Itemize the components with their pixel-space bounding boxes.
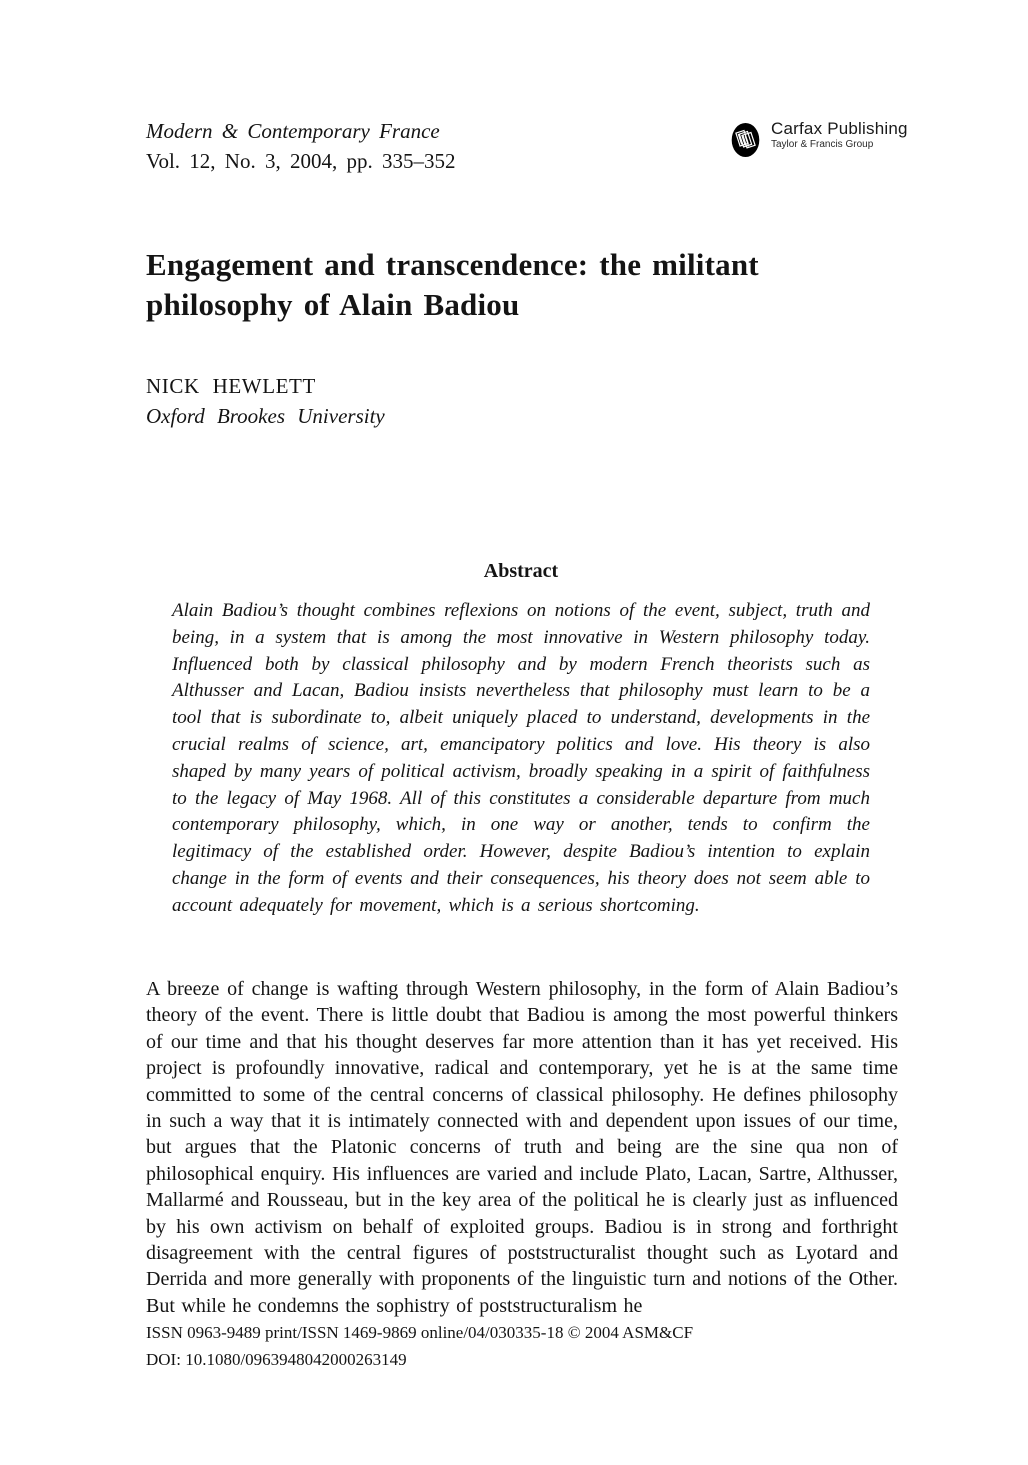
journal-title: Modern & Contemporary France	[146, 119, 440, 143]
abstract-text: Alain Badiou’s thought combines reflexions on notions of the event, subject, truth and being, in a system that is among the most innovative in Western philosophy today. Influenced both by classical philosophy and by modern French theorists such as Althusser and Lacan, Badiou insists nevertheless that philosophy must learn to be a tool that is subordinate to, albeit uniquely placed to understand, developments in the crucial realms of science, art, emancipatory politics and love. His theory is also shaped by many years of political activism, broadly speaking in a spirit of faithfulness to the legacy of May 1968. All of this constitutes a considerable departure from much contemporary philosophy, which, in one way or another, tends to confirm the legitimacy of the established order. However, despite Badiou’s intention to explain change in the form of events and their consequences, his theory does not seem able to account adequately for movement, which is a serious shortcoming.	[172, 600, 870, 916]
author-name: NICK HEWLETT	[146, 374, 316, 398]
carfax-fanned-pages-icon	[731, 122, 760, 165]
publisher-text	[771, 119, 908, 151]
issn-line: ISSN 0963-9489 print/ISSN 1469-9869 online/04/030335-18 © 2004 ASM&CF	[146, 1323, 694, 1342]
journal-volume-line: Vol. 12, No. 3, 2004, pp. 335–352	[146, 149, 456, 173]
masthead	[146, 116, 706, 176]
abstract-heading: Abstract	[483, 560, 559, 582]
publisher-group: Taylor & Francis Group	[771, 139, 874, 150]
author-affiliation: Oxford Brookes University	[146, 404, 385, 428]
doi-line: DOI: 10.1080/0963948042000263149	[146, 1350, 407, 1369]
article-title: Engagement and transcendence: the militant philosophy of Alain Badiou	[146, 247, 759, 322]
article-body	[146, 976, 898, 1319]
body-paragraph: A breeze of change is wafting through Western philosophy, in the form of Alain Badiou’s theory of the event. There is little doubt that Badiou is among the most powerful thinkers of our time and that his thought deserves far more attention than it has yet received. His project is profoundly innovative, radical and contemporary, yet he is at the same time committed to some of the central concerns of classical philosophy. He defines philosophy in such a way that it is intimately connected with and dependent upon issues of our time, but argues that the Platonic concerns of truth and being are the sine qua non of philosophical enquiry. His influences are varied and include Plato, Lacan, Sartre, Althusser, Mallarmé and Rousseau, but in the key area of the political he is clearly just as influenced by his own activism on behalf of exploited groups. Badiou is in strong and forthright disagreement with the central figures of poststructuralist thought such as Lyotard and Derrida and more generally with proponents of the linguistic turn and notions of the Other. But while he condemns the sophistry of poststructuralism he	[146, 978, 898, 1317]
page-footer	[146, 1319, 693, 1373]
author-block	[146, 371, 385, 431]
publisher-name: Carfax Publishing	[771, 119, 908, 138]
publisher-logo-block	[731, 119, 908, 165]
abstract-section	[172, 560, 870, 920]
